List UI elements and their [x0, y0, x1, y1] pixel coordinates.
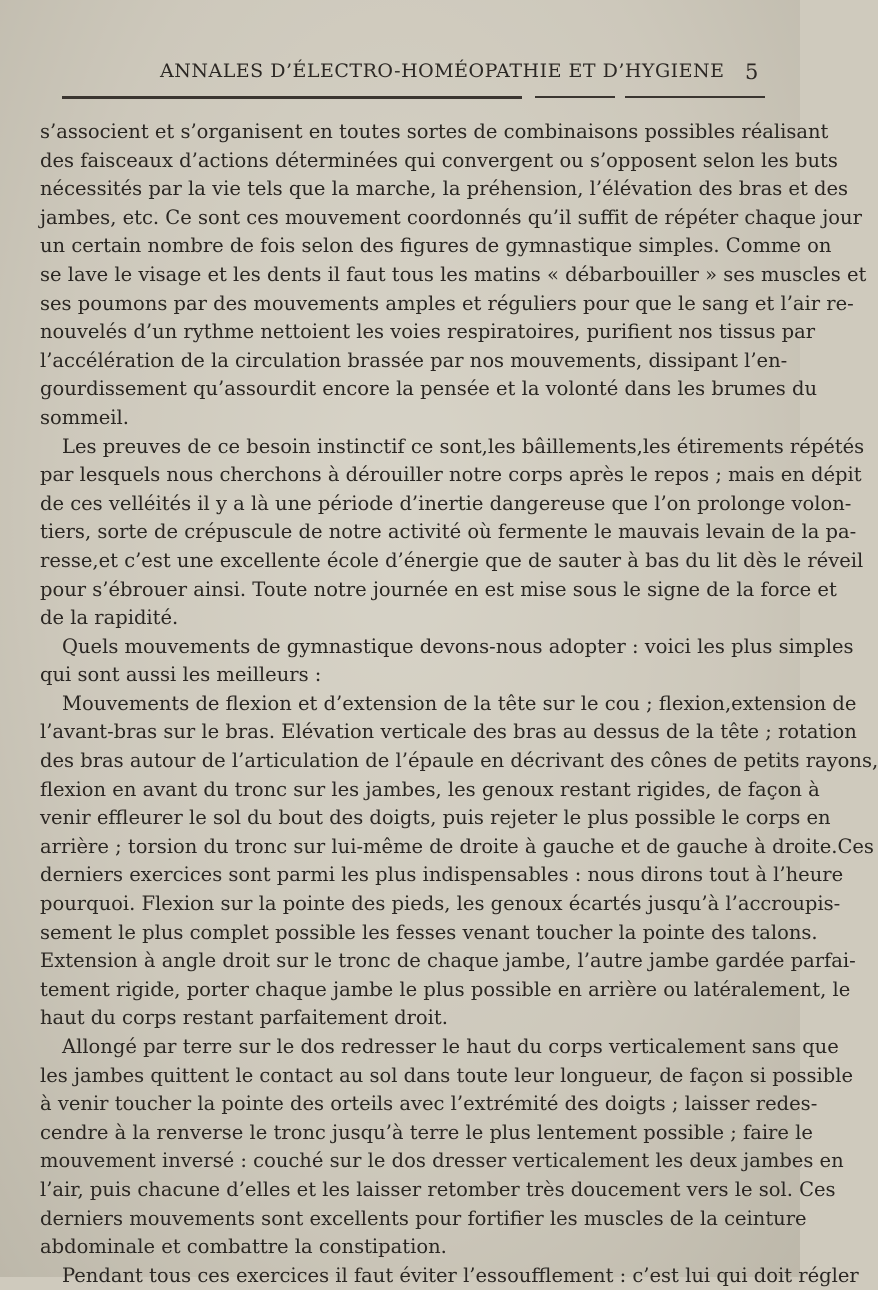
text-line: à venir toucher la pointe des orteils avec l’extrémité des doigts ; laisser redes-: [40, 1092, 818, 1116]
header-rule: [625, 96, 765, 98]
text-line: Pendant tous ces exercices il faut éviter l’essoufflement : c’est lui qui doit régler: [62, 1263, 859, 1287]
text-line: resse,et c’est une excellente école d’énergie que de sauter à bas du lit dès le réveil: [40, 548, 864, 572]
text-line: jambes, etc. Ce sont ces mouvement coordonnés qu’il suffit de répéter chaque jour: [40, 205, 862, 229]
text-line: pourquoi. Flexion sur la pointe des pieds, les genoux écartés jusqu’à l’accroupis-: [40, 892, 841, 916]
text-line: gourdissement qu’assourdit encore la pensée et la volonté dans les brumes du: [40, 377, 818, 401]
text-line: Extension à angle droit sur le tronc de chaque jambe, l’autre jambe gardée parfai-: [40, 949, 856, 973]
text-line: qui sont aussi les meilleurs :: [40, 663, 322, 687]
text-line: l’accélération de la circulation brassée par nos mouvements, dissipant l’en-: [40, 348, 788, 372]
text-line: nécessités par la vie tels que la marche, la préhension, l’élévation des bras et des: [40, 177, 849, 201]
text-line: l’air, puis chacune d’elles et les laisser retomber très doucement vers le sol. Ces: [40, 1177, 836, 1201]
text-line: venir effleurer le sol du bout des doigts, puis rejeter le plus possible le corps en: [40, 806, 831, 830]
text-line: se lave le visage et les dents il faut tous les matins « débarbouiller » ses muscles et: [40, 262, 867, 286]
page-number: 5: [745, 60, 759, 84]
text-line: flexion en avant du tronc sur les jambes, les genoux restant rigides, de façon à: [40, 777, 820, 801]
text-line: tiers, sorte de crépuscule de notre activité où fermente le mauvais levain de la pa-: [40, 520, 857, 544]
text-line: haut du corps restant parfaitement droit.: [40, 1006, 448, 1030]
running-title: ANNALES D’ÉLECTRO-HOMÉOPATHIE ET D’HYGIENE: [160, 60, 725, 82]
text-line: arrière ; torsion du tronc sur lui-même de droite à gauche et de gauche à droite.Ces: [40, 834, 874, 858]
text-line: cendre à la renverse le tronc jusqu’à terre le plus lentement possible ; faire le: [40, 1120, 813, 1144]
body-text: [40, 118, 878, 1290]
text-line: de la rapidité.: [40, 606, 179, 630]
text-line: l’avant-bras sur le bras. Elévation verticale des bras au dessus de la tête ; rotation: [40, 720, 857, 744]
text-line: derniers exercices sont parmi les plus indispensables : nous dirons tout à l’heure: [40, 863, 844, 887]
text-line: Quels mouvements de gymnastique devons-nous adopter : voici les plus simples: [62, 634, 854, 658]
header-rule: [62, 96, 522, 99]
text-line: Mouvements de flexion et d’extension de la tête sur le cou ; flexion,extension de: [62, 691, 857, 715]
text-line: s’associent et s’organisent en toutes sortes de combinaisons possibles réalisant: [40, 120, 829, 143]
page-header: [0, 60, 800, 100]
text-line: nouvelés d’un rythme nettoient les voies respiratoires, purifient nos tissus par: [40, 320, 816, 344]
text-line: un certain nombre de fois selon des figures de gymnastique simples. Comme on: [40, 234, 832, 258]
text-line: les jambes quittent le contact au sol dans toute leur longueur, de façon si possible: [40, 1063, 853, 1087]
text-line: Allongé par terre sur le dos redresser le haut du corps verticalement sans que: [62, 1035, 839, 1058]
text-line: ses poumons par des mouvements amples et réguliers pour que le sang et l’air re-: [40, 291, 854, 315]
text-line: des bras autour de l’articulation de l’épaule en décrivant des cônes de petits rayons,: [40, 749, 878, 773]
text-line: pour s’ébrouer ainsi. Toute notre journée en est mise sous le signe de la force et: [40, 577, 837, 601]
text-line: sement le plus complet possible les fesses venant toucher la pointe des talons.: [40, 920, 818, 944]
text-line: par lesquels nous cherchons à dérouiller notre corps après le repos ; mais en dépit: [40, 463, 862, 487]
text-line: Les preuves de ce besoin instinctif ce sont,les bâillements,les étirements répétés: [62, 434, 865, 458]
text-line: des faisceaux d’actions déterminées qui convergent ou s’opposent selon les buts: [40, 148, 838, 172]
text-line: mouvement inversé : couché sur le dos dresser verticalement les deux jambes en: [40, 1149, 844, 1173]
text-line: derniers mouvements sont excellents pour fortifier les muscles de la ceinture: [40, 1206, 807, 1230]
text-line: tement rigide, porter chaque jambe le plus possible en arrière ou latéralement, le: [40, 977, 851, 1001]
header-rule: [535, 96, 615, 98]
text-line: de ces velléités il y a là une période d’inertie dangereuse que l’on prolonge volon-: [40, 491, 852, 515]
text-line: abdominale et combattre la constipation.: [40, 1235, 447, 1259]
text-line: sommeil.: [40, 405, 129, 429]
